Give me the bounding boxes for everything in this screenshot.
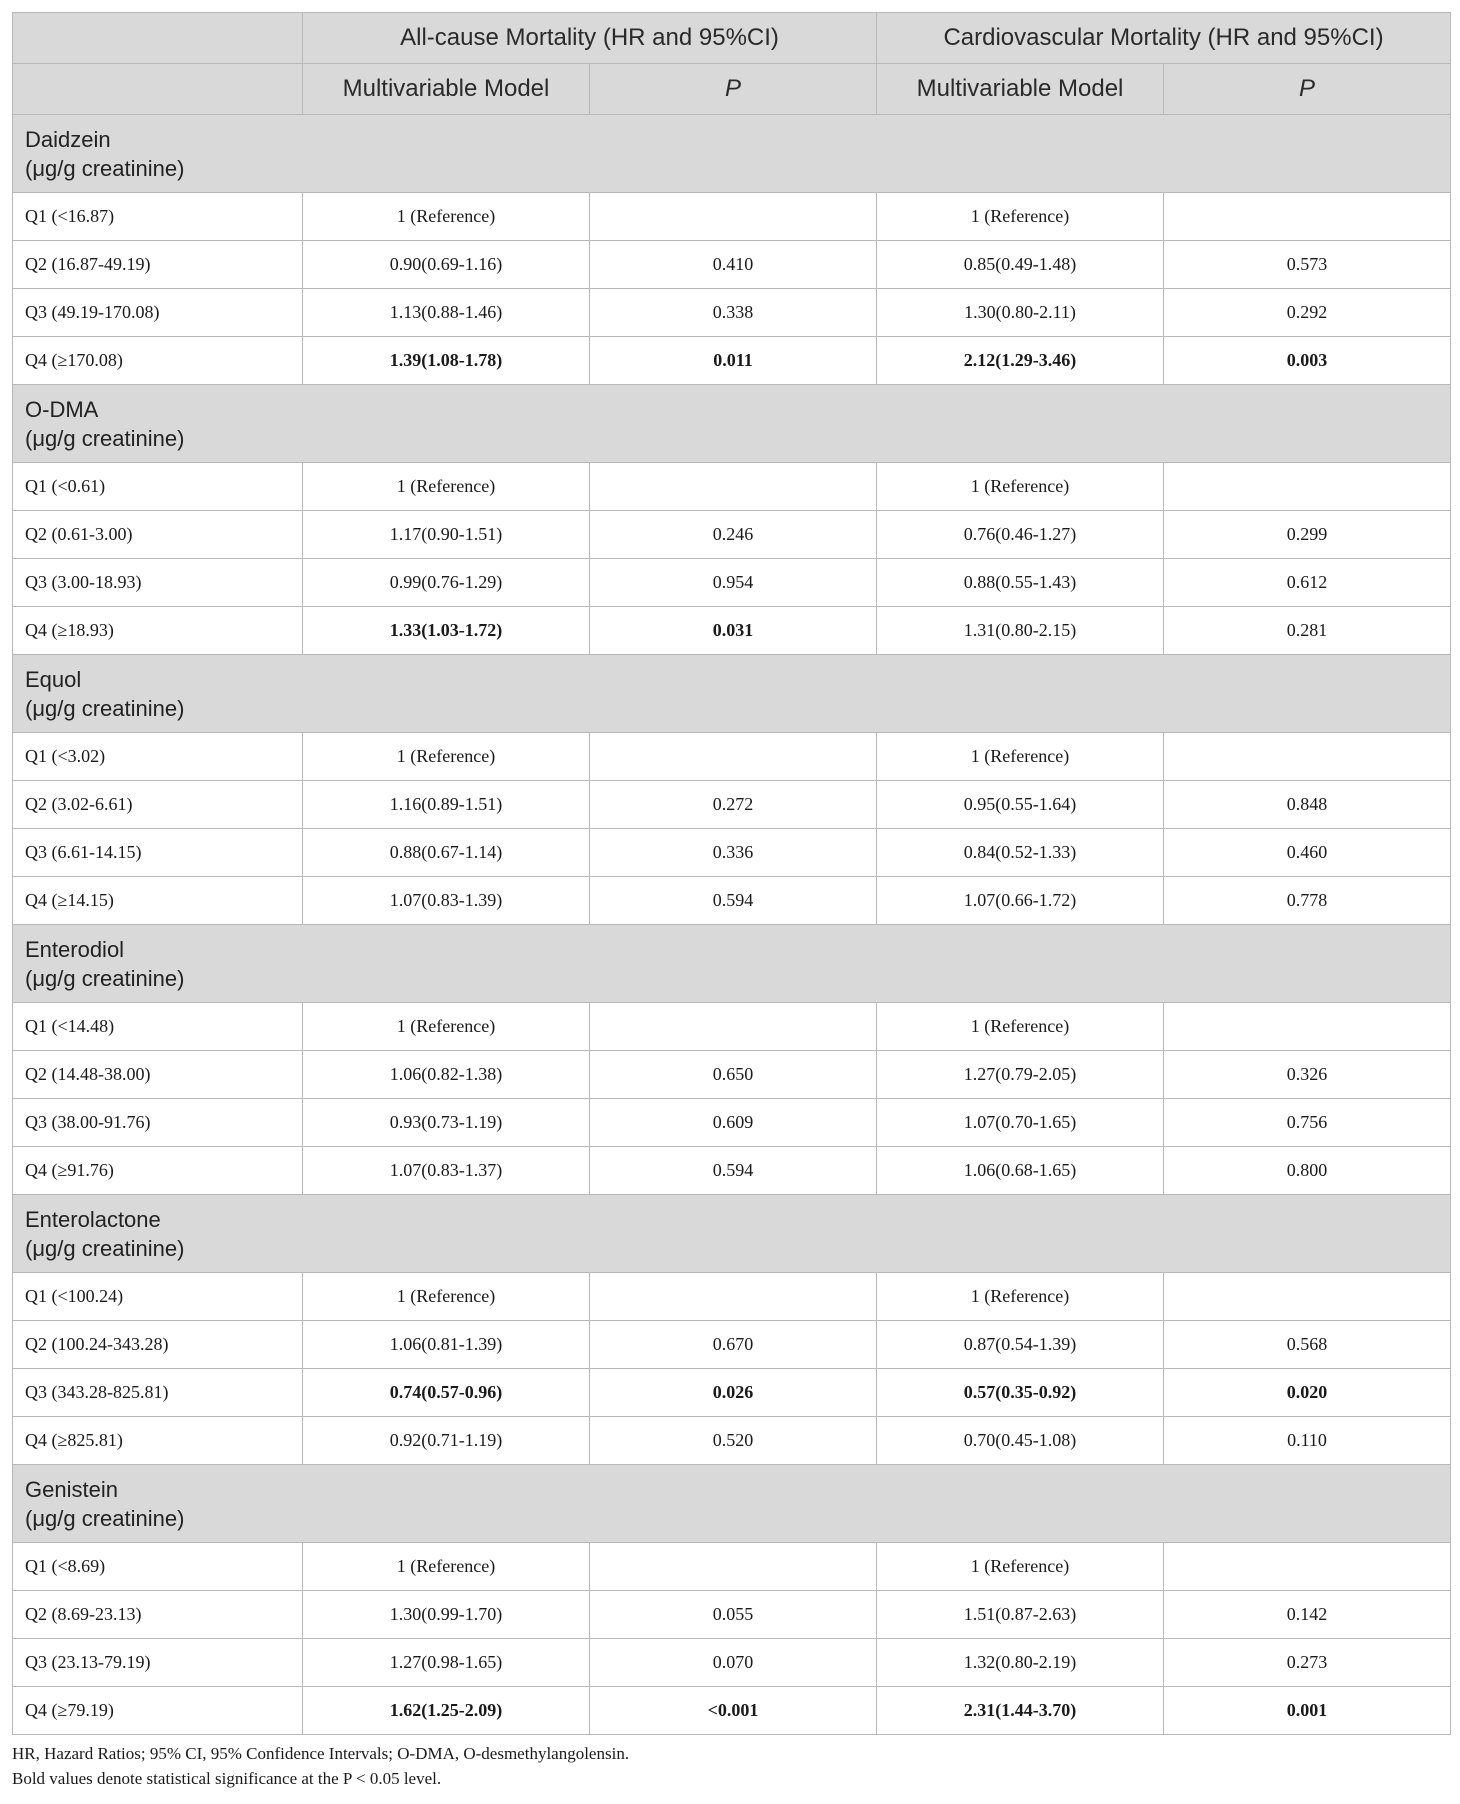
quartile-label-cell: Q4 (≥170.08) [13, 337, 303, 385]
table-row [13, 1147, 1451, 1195]
table-row [13, 559, 1451, 607]
cardiovascular-p-cell: 0.281 [1164, 607, 1451, 655]
cardiovascular-hr-cell: 1.06(0.68-1.65) [877, 1147, 1164, 1195]
cardiovascular-p-cell: 0.001 [1164, 1687, 1451, 1735]
cardiovascular-p-cell: 0.568 [1164, 1321, 1451, 1369]
quartile-label-cell: Q1 (<0.61) [13, 463, 303, 511]
all-cause-p-cell [590, 1003, 877, 1051]
cardiovascular-p-cell [1164, 1273, 1451, 1321]
all-cause-hr-cell: 1 (Reference) [303, 1543, 590, 1591]
cardiovascular-hr-cell: 0.70(0.45-1.08) [877, 1417, 1164, 1465]
cardiovascular-p-cell: 0.756 [1164, 1099, 1451, 1147]
all-cause-hr-cell: 0.92(0.71-1.19) [303, 1417, 590, 1465]
cardiovascular-hr-cell: 2.12(1.29-3.46) [877, 337, 1164, 385]
table-row [13, 1003, 1451, 1051]
all-cause-hr-cell: 1 (Reference) [303, 463, 590, 511]
all-cause-p-cell [590, 1273, 877, 1321]
cardiovascular-hr-cell: 1.30(0.80-2.11) [877, 289, 1164, 337]
header-cardiovascular: Cardiovascular Mortality (HR and 95%CI) [877, 13, 1451, 64]
cardiovascular-hr-cell: 1.31(0.80-2.15) [877, 607, 1164, 655]
cardiovascular-p-cell: 0.848 [1164, 781, 1451, 829]
all-cause-p-cell: 0.336 [590, 829, 877, 877]
all-cause-hr-cell: 0.74(0.57-0.96) [303, 1369, 590, 1417]
table-row [13, 463, 1451, 511]
table-row [13, 733, 1451, 781]
all-cause-p-cell: 0.011 [590, 337, 877, 385]
group-label [13, 655, 1451, 733]
header-corner-sub [13, 64, 303, 115]
cardiovascular-p-cell [1164, 463, 1451, 511]
all-cause-p-cell: <0.001 [590, 1687, 877, 1735]
cardiovascular-p-cell: 0.778 [1164, 877, 1451, 925]
table-row [13, 607, 1451, 655]
cardiovascular-p-cell: 0.273 [1164, 1639, 1451, 1687]
cardiovascular-p-cell [1164, 193, 1451, 241]
all-cause-p-cell: 0.609 [590, 1099, 877, 1147]
group-unit: (μg/g creatinine) [25, 425, 185, 451]
all-cause-hr-cell: 1.30(0.99-1.70) [303, 1591, 590, 1639]
cardiovascular-hr-cell: 0.95(0.55-1.64) [877, 781, 1164, 829]
cardiovascular-hr-cell: 0.88(0.55-1.43) [877, 559, 1164, 607]
cardiovascular-p-cell [1164, 1543, 1451, 1591]
cardiovascular-p-cell: 0.110 [1164, 1417, 1451, 1465]
group-unit: (μg/g creatinine) [25, 965, 185, 991]
cardiovascular-p-cell [1164, 1003, 1451, 1051]
quartile-label-cell: Q3 (343.28-825.81) [13, 1369, 303, 1417]
quartile-label-cell: Q3 (38.00-91.76) [13, 1099, 303, 1147]
all-cause-p-cell [590, 193, 877, 241]
all-cause-p-cell: 0.650 [590, 1051, 877, 1099]
quartile-label-cell: Q1 (<8.69) [13, 1543, 303, 1591]
quartile-label-cell: Q1 (<16.87) [13, 193, 303, 241]
all-cause-hr-cell: 1.33(1.03-1.72) [303, 607, 590, 655]
cardiovascular-hr-cell: 1 (Reference) [877, 733, 1164, 781]
table-container [12, 12, 1450, 1791]
cardiovascular-hr-cell: 1.32(0.80-2.19) [877, 1639, 1164, 1687]
all-cause-hr-cell: 1 (Reference) [303, 1003, 590, 1051]
quartile-label-cell: Q4 (≥91.76) [13, 1147, 303, 1195]
group-name: O-DMA [25, 396, 99, 422]
table-row [13, 289, 1451, 337]
all-cause-p-cell: 0.410 [590, 241, 877, 289]
all-cause-hr-cell: 1.39(1.08-1.78) [303, 337, 590, 385]
all-cause-p-cell: 0.070 [590, 1639, 877, 1687]
table-row [13, 1273, 1451, 1321]
table-row [13, 877, 1451, 925]
cardiovascular-hr-cell: 1 (Reference) [877, 193, 1164, 241]
group-unit: (μg/g creatinine) [25, 155, 185, 181]
quartile-label-cell: Q3 (49.19-170.08) [13, 289, 303, 337]
cardiovascular-p-cell: 0.612 [1164, 559, 1451, 607]
header-row-top [13, 13, 1451, 64]
group-label [13, 1195, 1451, 1273]
quartile-label-cell: Q4 (≥14.15) [13, 877, 303, 925]
all-cause-p-cell: 0.246 [590, 511, 877, 559]
all-cause-p-cell: 0.031 [590, 607, 877, 655]
all-cause-p-cell: 0.594 [590, 877, 877, 925]
group-label [13, 1465, 1451, 1543]
cardiovascular-hr-cell: 1.07(0.66-1.72) [877, 877, 1164, 925]
all-cause-hr-cell: 1 (Reference) [303, 1273, 590, 1321]
all-cause-p-cell [590, 1543, 877, 1591]
header-p-all-cause: P [590, 64, 877, 115]
cardiovascular-hr-cell: 0.87(0.54-1.39) [877, 1321, 1164, 1369]
table-body [13, 115, 1451, 1735]
cardiovascular-hr-cell: 0.57(0.35-0.92) [877, 1369, 1164, 1417]
group-name: Equol [25, 666, 82, 692]
table-footnotes [12, 1741, 1450, 1791]
group-label [13, 115, 1451, 193]
quartile-label-cell: Q2 (3.02-6.61) [13, 781, 303, 829]
table-row [13, 1591, 1451, 1639]
all-cause-p-cell: 0.954 [590, 559, 877, 607]
cardiovascular-hr-cell: 1 (Reference) [877, 1273, 1164, 1321]
all-cause-hr-cell: 1.16(0.89-1.51) [303, 781, 590, 829]
quartile-label-cell: Q1 (<100.24) [13, 1273, 303, 1321]
cardiovascular-p-cell [1164, 733, 1451, 781]
all-cause-hr-cell: 1.07(0.83-1.37) [303, 1147, 590, 1195]
header-all-cause: All-cause Mortality (HR and 95%CI) [303, 13, 877, 64]
quartile-label-cell: Q4 (≥825.81) [13, 1417, 303, 1465]
group-header-row [13, 115, 1451, 193]
table-row [13, 1321, 1451, 1369]
cardiovascular-hr-cell: 1 (Reference) [877, 1543, 1164, 1591]
group-name: Genistein [25, 1476, 118, 1502]
quartile-label-cell: Q3 (23.13-79.19) [13, 1639, 303, 1687]
table-row [13, 1639, 1451, 1687]
all-cause-hr-cell: 1.13(0.88-1.46) [303, 289, 590, 337]
footnote-bold-note: Bold values denote statistical significance at the P < 0.05 level. [12, 1769, 442, 1788]
quartile-label-cell: Q3 (6.61-14.15) [13, 829, 303, 877]
cardiovascular-p-cell: 0.292 [1164, 289, 1451, 337]
group-name: Daidzein [25, 126, 111, 152]
group-unit: (μg/g creatinine) [25, 1235, 185, 1261]
all-cause-hr-cell: 1 (Reference) [303, 733, 590, 781]
header-corner [13, 13, 303, 64]
all-cause-p-cell [590, 733, 877, 781]
cardiovascular-hr-cell: 1 (Reference) [877, 463, 1164, 511]
cardiovascular-hr-cell: 0.85(0.49-1.48) [877, 241, 1164, 289]
quartile-label-cell: Q2 (100.24-343.28) [13, 1321, 303, 1369]
group-header-row [13, 655, 1451, 733]
table-row [13, 1051, 1451, 1099]
cardiovascular-hr-cell: 1.51(0.87-2.63) [877, 1591, 1164, 1639]
table-row [13, 1417, 1451, 1465]
header-row-sub [13, 64, 1451, 115]
group-unit: (μg/g creatinine) [25, 695, 185, 721]
header-p-cardiovascular: P [1164, 64, 1451, 115]
group-header-row [13, 1465, 1451, 1543]
table-row [13, 781, 1451, 829]
all-cause-p-cell: 0.594 [590, 1147, 877, 1195]
group-label [13, 925, 1451, 1003]
all-cause-p-cell: 0.670 [590, 1321, 877, 1369]
cardiovascular-p-cell: 0.460 [1164, 829, 1451, 877]
all-cause-hr-cell: 1.06(0.82-1.38) [303, 1051, 590, 1099]
all-cause-hr-cell: 0.88(0.67-1.14) [303, 829, 590, 877]
cardiovascular-hr-cell: 1.07(0.70-1.65) [877, 1099, 1164, 1147]
group-unit: (μg/g creatinine) [25, 1505, 185, 1531]
all-cause-p-cell: 0.338 [590, 289, 877, 337]
table-row [13, 193, 1451, 241]
all-cause-p-cell: 0.055 [590, 1591, 877, 1639]
cardiovascular-p-cell: 0.299 [1164, 511, 1451, 559]
cardiovascular-hr-cell: 0.76(0.46-1.27) [877, 511, 1164, 559]
cardiovascular-hr-cell: 2.31(1.44-3.70) [877, 1687, 1164, 1735]
quartile-label-cell: Q2 (0.61-3.00) [13, 511, 303, 559]
all-cause-hr-cell: 1.06(0.81-1.39) [303, 1321, 590, 1369]
group-header-row [13, 385, 1451, 463]
table-row [13, 1099, 1451, 1147]
quartile-label-cell: Q1 (<14.48) [13, 1003, 303, 1051]
quartile-label-cell: Q1 (<3.02) [13, 733, 303, 781]
all-cause-hr-cell: 0.99(0.76-1.29) [303, 559, 590, 607]
table-row [13, 1687, 1451, 1735]
table-header [13, 13, 1451, 115]
quartile-label-cell: Q2 (14.48-38.00) [13, 1051, 303, 1099]
group-name: Enterolactone [25, 1206, 161, 1232]
all-cause-p-cell: 0.026 [590, 1369, 877, 1417]
all-cause-hr-cell: 0.93(0.73-1.19) [303, 1099, 590, 1147]
cardiovascular-p-cell: 0.800 [1164, 1147, 1451, 1195]
cardiovascular-hr-cell: 1 (Reference) [877, 1003, 1164, 1051]
table-row [13, 511, 1451, 559]
all-cause-hr-cell: 1 (Reference) [303, 193, 590, 241]
footnote-abbreviations: HR, Hazard Ratios; 95% CI, 95% Confidence Intervals; O-DMA, O-desmethylangolensin. [12, 1744, 630, 1763]
table-row [13, 337, 1451, 385]
cardiovascular-p-cell: 0.326 [1164, 1051, 1451, 1099]
all-cause-hr-cell: 1.62(1.25-2.09) [303, 1687, 590, 1735]
table-row [13, 829, 1451, 877]
table-row [13, 1369, 1451, 1417]
group-label [13, 385, 1451, 463]
table-row [13, 1543, 1451, 1591]
header-model-cardiovascular: Multivariable Model [877, 64, 1164, 115]
all-cause-hr-cell: 1.07(0.83-1.39) [303, 877, 590, 925]
all-cause-hr-cell: 1.27(0.98-1.65) [303, 1639, 590, 1687]
table-row [13, 241, 1451, 289]
cardiovascular-hr-cell: 0.84(0.52-1.33) [877, 829, 1164, 877]
header-model-all-cause: Multivariable Model [303, 64, 590, 115]
cardiovascular-p-cell: 0.003 [1164, 337, 1451, 385]
quartile-label-cell: Q2 (16.87-49.19) [13, 241, 303, 289]
all-cause-p-cell: 0.272 [590, 781, 877, 829]
quartile-label-cell: Q4 (≥18.93) [13, 607, 303, 655]
quartile-label-cell: Q3 (3.00-18.93) [13, 559, 303, 607]
cardiovascular-p-cell: 0.142 [1164, 1591, 1451, 1639]
all-cause-hr-cell: 1.17(0.90-1.51) [303, 511, 590, 559]
all-cause-p-cell [590, 463, 877, 511]
all-cause-hr-cell: 0.90(0.69-1.16) [303, 241, 590, 289]
results-table [12, 12, 1451, 1735]
group-header-row [13, 925, 1451, 1003]
quartile-label-cell: Q2 (8.69-23.13) [13, 1591, 303, 1639]
all-cause-p-cell: 0.520 [590, 1417, 877, 1465]
cardiovascular-p-cell: 0.020 [1164, 1369, 1451, 1417]
group-header-row [13, 1195, 1451, 1273]
quartile-label-cell: Q4 (≥79.19) [13, 1687, 303, 1735]
group-name: Enterodiol [25, 936, 125, 962]
cardiovascular-p-cell: 0.573 [1164, 241, 1451, 289]
cardiovascular-hr-cell: 1.27(0.79-2.05) [877, 1051, 1164, 1099]
